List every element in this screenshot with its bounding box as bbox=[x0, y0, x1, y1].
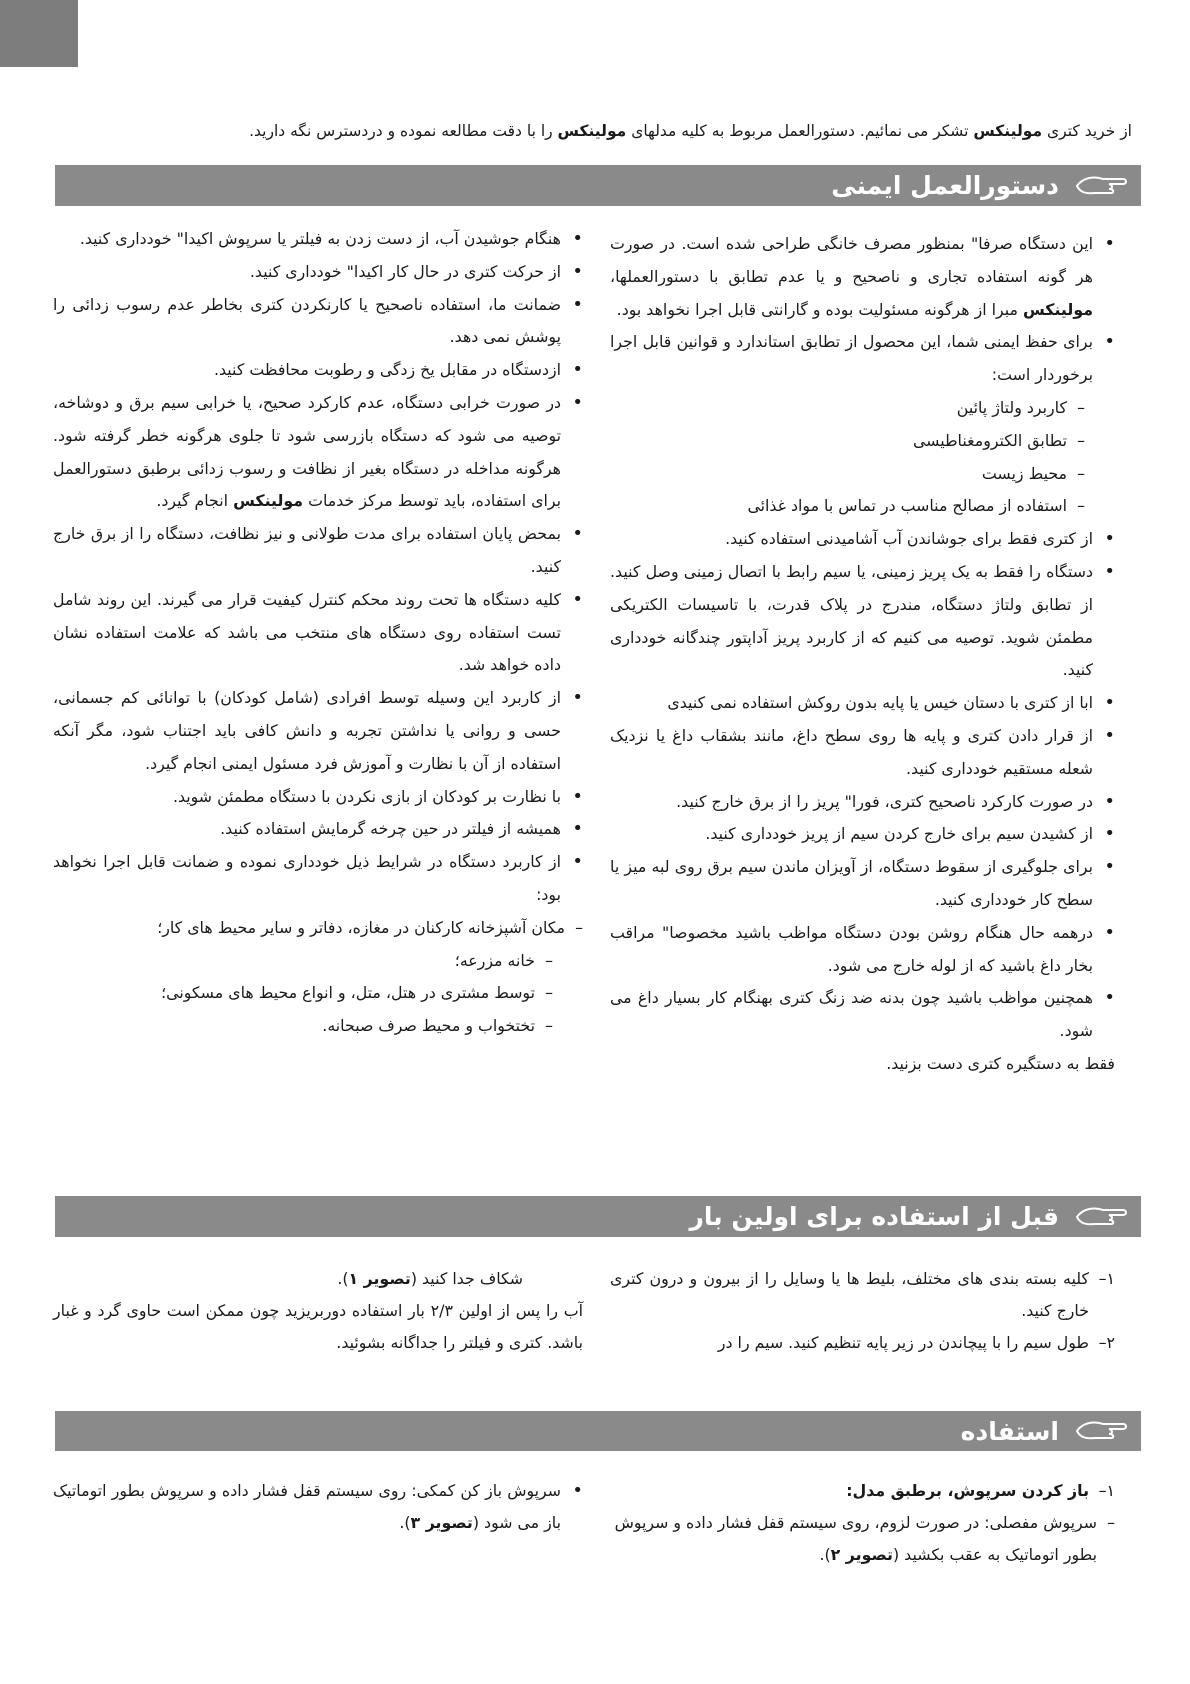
list-item: • همچنین مواظب باشید چون بدنه ضد زنگ کتری بهنگام کار بسیار داغ می شود. bbox=[610, 982, 1115, 1048]
list-item bbox=[53, 1475, 583, 1539]
numbered-step bbox=[610, 1327, 1115, 1359]
figure-ref: تصویر ۲ bbox=[830, 1545, 893, 1564]
step-number: ۲– bbox=[1098, 1333, 1115, 1352]
numbered-step bbox=[610, 1475, 1115, 1507]
brand-name: مولینکس bbox=[233, 491, 304, 511]
list-item: • از کتری فقط برای جوشاندن آب آشامیدنی استفاده کنید. bbox=[610, 523, 1115, 556]
section-title: دستورالعمل ایمنی bbox=[831, 171, 1059, 200]
step-heading: باز کردن سرپوش، برطبق مدل: bbox=[846, 1481, 1089, 1500]
tail-note: فقط به دستگیره کتری دست بزنید. bbox=[886, 1053, 1115, 1073]
first-use-column-left bbox=[53, 1263, 583, 1359]
list-item bbox=[53, 387, 583, 518]
step-number: ۱– bbox=[1098, 1481, 1115, 1500]
list-item: • هنگام جوشیدن آب، از دست زدن به فیلتر یا سرپوش اکیدا" خودداری کنید. bbox=[53, 223, 583, 256]
safety-column-left bbox=[53, 223, 583, 1043]
list-item: • از کاربرد این وسیله توسط افرادی (شامل کودکان) با توانائی کم جسمانی، حسی و روانی یا نداشتن تجربه و دانش کافی باید اجتناب شود، مگر آنکه استفاده از آن با نظارت و آموزش فرد مسئول ایمنی انجام گیرد. bbox=[53, 682, 583, 780]
list-item: • همیشه از فیلتر در حین چرخه گرمایش استفاده کنید. bbox=[53, 813, 583, 846]
intro-text: را با دقت مطالعه نموده و دردسترس نگه دارید. bbox=[249, 121, 558, 140]
section-header-first-use bbox=[55, 1196, 1141, 1237]
step-text: کلیه بسته بندی های مختلف، بلیط ها یا وسایل را از بیرون و درون کتری خارج کنید. bbox=[610, 1269, 1089, 1320]
list-item: • درهمه حال هنگام روشن بودن دستگاه مواظب باشید مخصوصا" مراقب بخار داغ باشید که از لوله خارج می شود. bbox=[610, 917, 1115, 983]
item-text: سرپوش مفصلی: در صورت لزوم، روی سیستم قفل فشار داده و سرپوش بطور اتوماتیک به عقب بکشید ( bbox=[614, 1513, 1097, 1564]
safety-column-right bbox=[610, 228, 1115, 1081]
section-header-safety bbox=[55, 165, 1141, 206]
list-item: • از کشیدن سیم برای خارج کردن سیم از پریز خودداری کنید. bbox=[610, 818, 1115, 851]
numbered-step bbox=[610, 1263, 1115, 1327]
step-number: ۱– bbox=[1098, 1269, 1115, 1288]
step-text: طول سیم را با پیچاندن در زیر پایه تنظیم کنید. سیم را در bbox=[717, 1333, 1089, 1352]
item-text: شکاف جدا کنید ( bbox=[410, 1269, 523, 1288]
sub-item: – خانه مزرعه؛ bbox=[53, 945, 583, 978]
pointing-hand-icon bbox=[1073, 1416, 1129, 1446]
list-item: • دستگاه را فقط به یک پریز زمینی، یا سیم رابط با اتصال زمینی وصل کنید. از تطابق ولتاژ دستگاه، مندرج در پلاک قدرت، با تاسیسات الکتریکی مطمئن شوید. توصیه می کنیم که از کاربرد پریز آداپتور چندگانه خودداری کنید. bbox=[610, 556, 1115, 687]
sub-item: – محیط زیست bbox=[610, 458, 1115, 491]
use-column-left bbox=[53, 1475, 583, 1539]
list-item: • از حرکت کتری در حال کار اکیدا" خودداری کنید. bbox=[53, 256, 583, 289]
item-text: این دستگاه صرفا" بمنظور مصرف خانگی طراحی شده است. در صورت هر گونه استفاده تجاری و ناصحیح و یا عدم تطابق با دستورالعملها، bbox=[610, 234, 1093, 286]
first-use-column-right bbox=[610, 1263, 1115, 1359]
pointing-hand-icon bbox=[1073, 171, 1129, 201]
section-title: قبل از استفاده برای اولین بار bbox=[689, 1202, 1059, 1231]
sub-item bbox=[610, 1507, 1115, 1571]
section-header-use bbox=[55, 1411, 1141, 1451]
continued-text bbox=[53, 1263, 583, 1295]
page-corner-tab bbox=[0, 0, 78, 67]
list-item: • برای جلوگیری از سقوط دستگاه، از آویزان ماندن سیم برق روی لبه میز یا سطح کار خودداری کنید. bbox=[610, 851, 1115, 917]
list-item: • از کاربرد دستگاه در شرایط ذیل خودداری نموده و ضمانت قابل اجرا نخواهد بود: bbox=[53, 846, 583, 912]
list-item: • در صورت کارکرد ناصحیح کتری، فورا" پریز را از برق خارج کنید. bbox=[610, 786, 1115, 819]
pointing-hand-icon bbox=[1073, 1202, 1129, 1232]
continued-text: آب را پس از اولین ۲/۳ بار استفاده دوربریزید چون ممکن است حاوی گرد و غبار باشد. کتری و فیلتر را جداگانه بشوئید. bbox=[53, 1301, 584, 1352]
list-item: • ازدستگاه در مقابل یخ زدگی و رطوبت محافظت کنید. bbox=[53, 354, 583, 387]
list-item: • از قرار دادن کتری و پایه ها روی سطح داغ، مانند بشقاب داغ یا نزدیک شعله مستقیم خودداری کنید. bbox=[610, 720, 1115, 786]
sub-item: – تطابق الکترومغناطیسی bbox=[610, 425, 1115, 458]
list-item: • کلیه دستگاه ها تحت روند محکم کنترل کیفیت قرار می گیرند. این روند شامل تست استفاده روی دستگاه های منتخب می باشد که علامت استفاده نشان داده خواهد شد. bbox=[53, 584, 583, 682]
list-item: • بمحض پایان استفاده برای مدت طولانی و نیز نظافت، دستگاه را از برق خارج کنید. bbox=[53, 518, 583, 584]
figure-ref: تصویر ۱ bbox=[348, 1269, 411, 1288]
list-item: • ضمانت ما، استفاده ناصحیح یا کارنکردن کتری بخاطر عدم رسوب زدائی را پوشش نمی دهد. bbox=[53, 289, 583, 355]
intro-text: تشکر می نمائیم. دستورالعمل مربوط به کلیه مدلهای bbox=[626, 121, 974, 140]
item-text: مبرا از هرگونه مسئولیت بوده و گارانتی قابل اجرا نخواهد بود. bbox=[616, 299, 1023, 319]
sub-item: – مکان آشپزخانه کارکنان در مغازه، دفاتر و سایر محیط های کار؛ bbox=[53, 912, 583, 945]
intro-text: از خرید کتری bbox=[1042, 121, 1132, 140]
item-text: ). bbox=[819, 1545, 831, 1564]
sub-item: – استفاده از مصالح مناسب در تماس با مواد غذائی bbox=[610, 490, 1115, 523]
item-text: در صورت خرابی دستگاه، عدم کارکرد صحیح، یا خرابی سیم برق و دوشاخه، توصیه می شود که دستگاه بازرسی شود تا جلوی هرگونه خطر گرفته شود. هرگونه مداخله در دستگاه بغیر از نظافت و رسوب زدائی برطبق دستورالعمل برای استفاده، باید توسط مرکز خدمات bbox=[53, 392, 561, 511]
list-item bbox=[610, 326, 1115, 392]
list-item bbox=[610, 228, 1115, 326]
brand-name: مولینکس bbox=[973, 121, 1043, 140]
sub-item: – کاربرد ولتاژ پائین bbox=[610, 392, 1115, 425]
list-item: • با نظارت بر کودکان از بازی نکردن با دستگاه مطمئن شوید. bbox=[53, 781, 583, 814]
item-text: ). bbox=[337, 1269, 349, 1288]
item-text: انجام گیرد. bbox=[156, 491, 234, 511]
item-text: ). bbox=[399, 1513, 411, 1532]
use-column-right bbox=[610, 1475, 1115, 1571]
item-text: سرپوش باز کن کمکی: روی سیستم قفل فشار داده و سرپوش بطور اتوماتیک باز می شود ( bbox=[53, 1481, 561, 1532]
sub-item: – تختخواب و محیط صرف صبحانه. bbox=[53, 1010, 583, 1043]
intro-paragraph bbox=[60, 118, 1132, 144]
brand-name: مولینکس bbox=[1022, 299, 1093, 319]
sub-item: – توسط مشتری در هتل، متل، و انواع محیط های مسکونی؛ bbox=[53, 977, 583, 1010]
figure-ref: تصویر ۳ bbox=[410, 1513, 473, 1532]
item-text: برای حفظ ایمنی شما، این محصول از تطابق استاندارد و قوانین قابل اجرا برخوردار است: bbox=[610, 332, 1093, 385]
brand-name: مولینکس bbox=[557, 121, 627, 140]
section-title: استفاده bbox=[960, 1416, 1059, 1446]
list-item: • ابا از کتری با دستان خیس یا پایه بدون روکش استفاده نمی کنیدی bbox=[610, 687, 1115, 720]
